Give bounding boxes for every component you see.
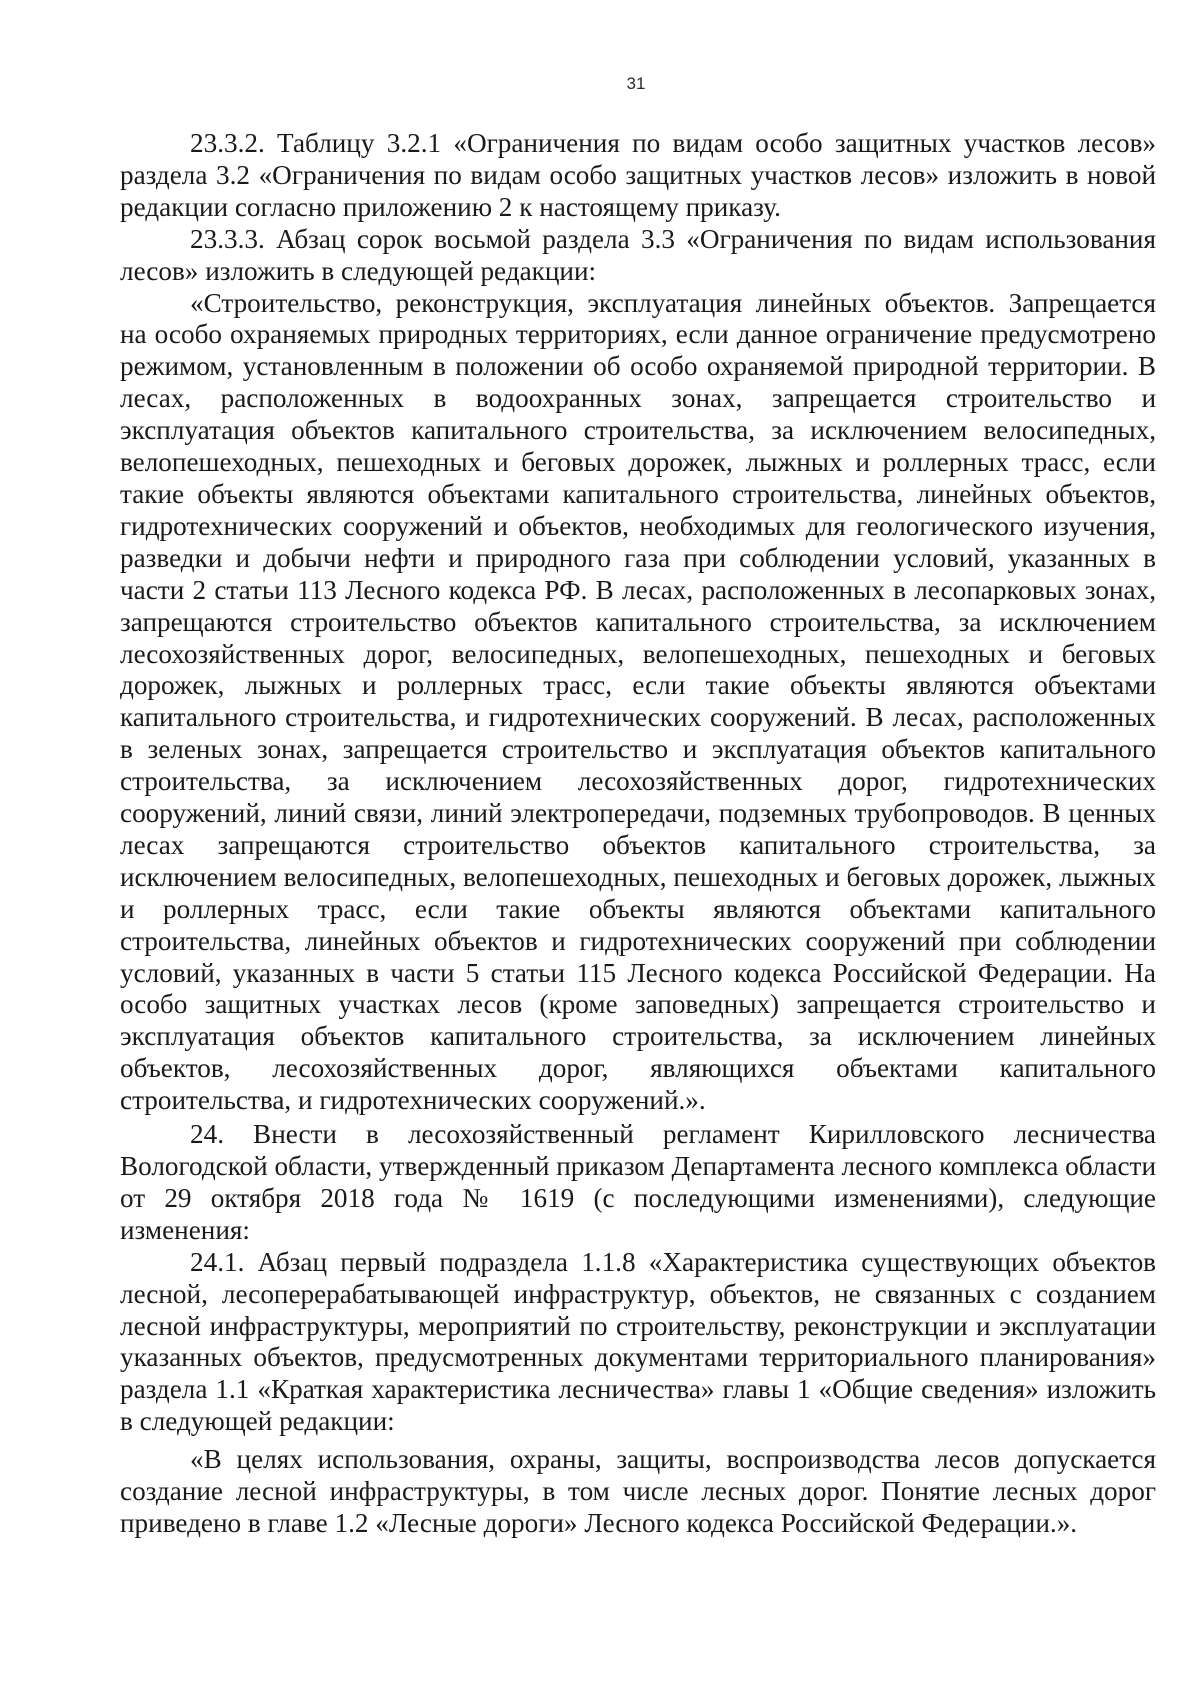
paragraph-24: 24. Внести в лесохозяйственный регламент Кирилловского лесничества Вологодской области, утвержденный приказом Департамента лесного комплекса области от 29 октября 2018 года № 1619 (с последующими изменениями), следующие изменения:: [120, 1119, 1156, 1245]
paragraph-23-3-3: 23.3.3. Абзац сорок восьмой раздела 3.3 «Ограничения по видам использования лесов» изложить в следующей редакции:: [120, 223, 1156, 286]
paragraph-quote-infrastructure: «В целях использования, охраны, защиты, воспроизводства лесов допускается создание лесной инфраструктуры, в том числе лесных дорог. Понятие лесных дорог приведено в главе 1.2 «Лесные дороги» Лесного кодекса Российской Федерации.».: [120, 1444, 1156, 1538]
paragraph-23-3-2: 23.3.2. Таблицу 3.2.1 «Ограничения по видам особо защитных участков лесов» раздела 3.2 «Ограничения по видам особо защитных участков лесов» изложить в новой редакции согласно приложению 2 к настоящему приказу.: [120, 128, 1156, 222]
paragraph-quote-restrictions: «Строительство, реконструкция, эксплуатация линейных объектов. Запрещается на особо охраняемых природных территориях, если данное ограничение предусмотрено режимом, установленным в положении об особо охраняемой природной территории. В лесах, расположенных в водоохранных зонах, запрещается строительство и эксплуатация объектов капитального строительства, за исключением велосипедных, велопешеходных, пешеходных и беговых дорожек, лыжных и роллерных трасс, если такие объекты являются объектами капитального строительства, линейных объектов, гидротехнических сооружений и объектов, необходимых для геологического изучения, разведки и добычи нефти и природного газа при соблюдении условий, указанных в части 2 статьи 113 Лесного кодекса РФ. В лесах, расположенных в лесопарковых зонах, запрещаются строительство объектов капитального строительства, за исключением лесохозяйственных дорог, велосипедных, велопешеходных, пешеходных и беговых дорожек, лыжных и роллерных трасс, если такие объекты являются объектами капитального строительства, и гидротехнических сооружений. В лесах, расположенных в зеленых зонах, запрещается строительство и эксплуатация объектов капитального строительства, за исключением лесохозяйственных дорог, гидротехнических сооружений, линий связи, линий электропередачи, подземных трубопроводов. В ценных лесах запрещаются строительство объектов капитального строительства, за исключением велосипедных, велопешеходных, пешеходных и беговых дорожек, лыжных и роллерных трасс, если такие объекты являются объектами капитального строительства, линейных объектов и гидротехнических сооружений при соблюдении условий, указанных в части 5 статьи 115 Лесного кодекса Российской Федерации. На особо защитных участках лесов (кроме заповедных) запрещается строительство и эксплуатация объектов капитального строительства, за исключением линейных объектов, лесохозяйственных дорог, являющихся объектами капитального строительства, и гидротехнических сооружений.».: [120, 287, 1156, 1116]
paragraph-24-1: 24.1. Абзац первый подраздела 1.1.8 «Характеристика существующих объектов лесной, лесоперерабатывающей инфраструктур, объектов, не связанных с созданием лесной инфраструктуры, мероприятий по строительству, реконструкции и эксплуатации указанных объектов, предусмотренных документами территориального планирования» раздела 1.1 «Краткая характеристика лесничества» главы 1 «Общие сведения» изложить в следующей редакции:: [120, 1246, 1156, 1437]
document-body: [120, 128, 1156, 1540]
page-number: 31: [626, 74, 646, 93]
